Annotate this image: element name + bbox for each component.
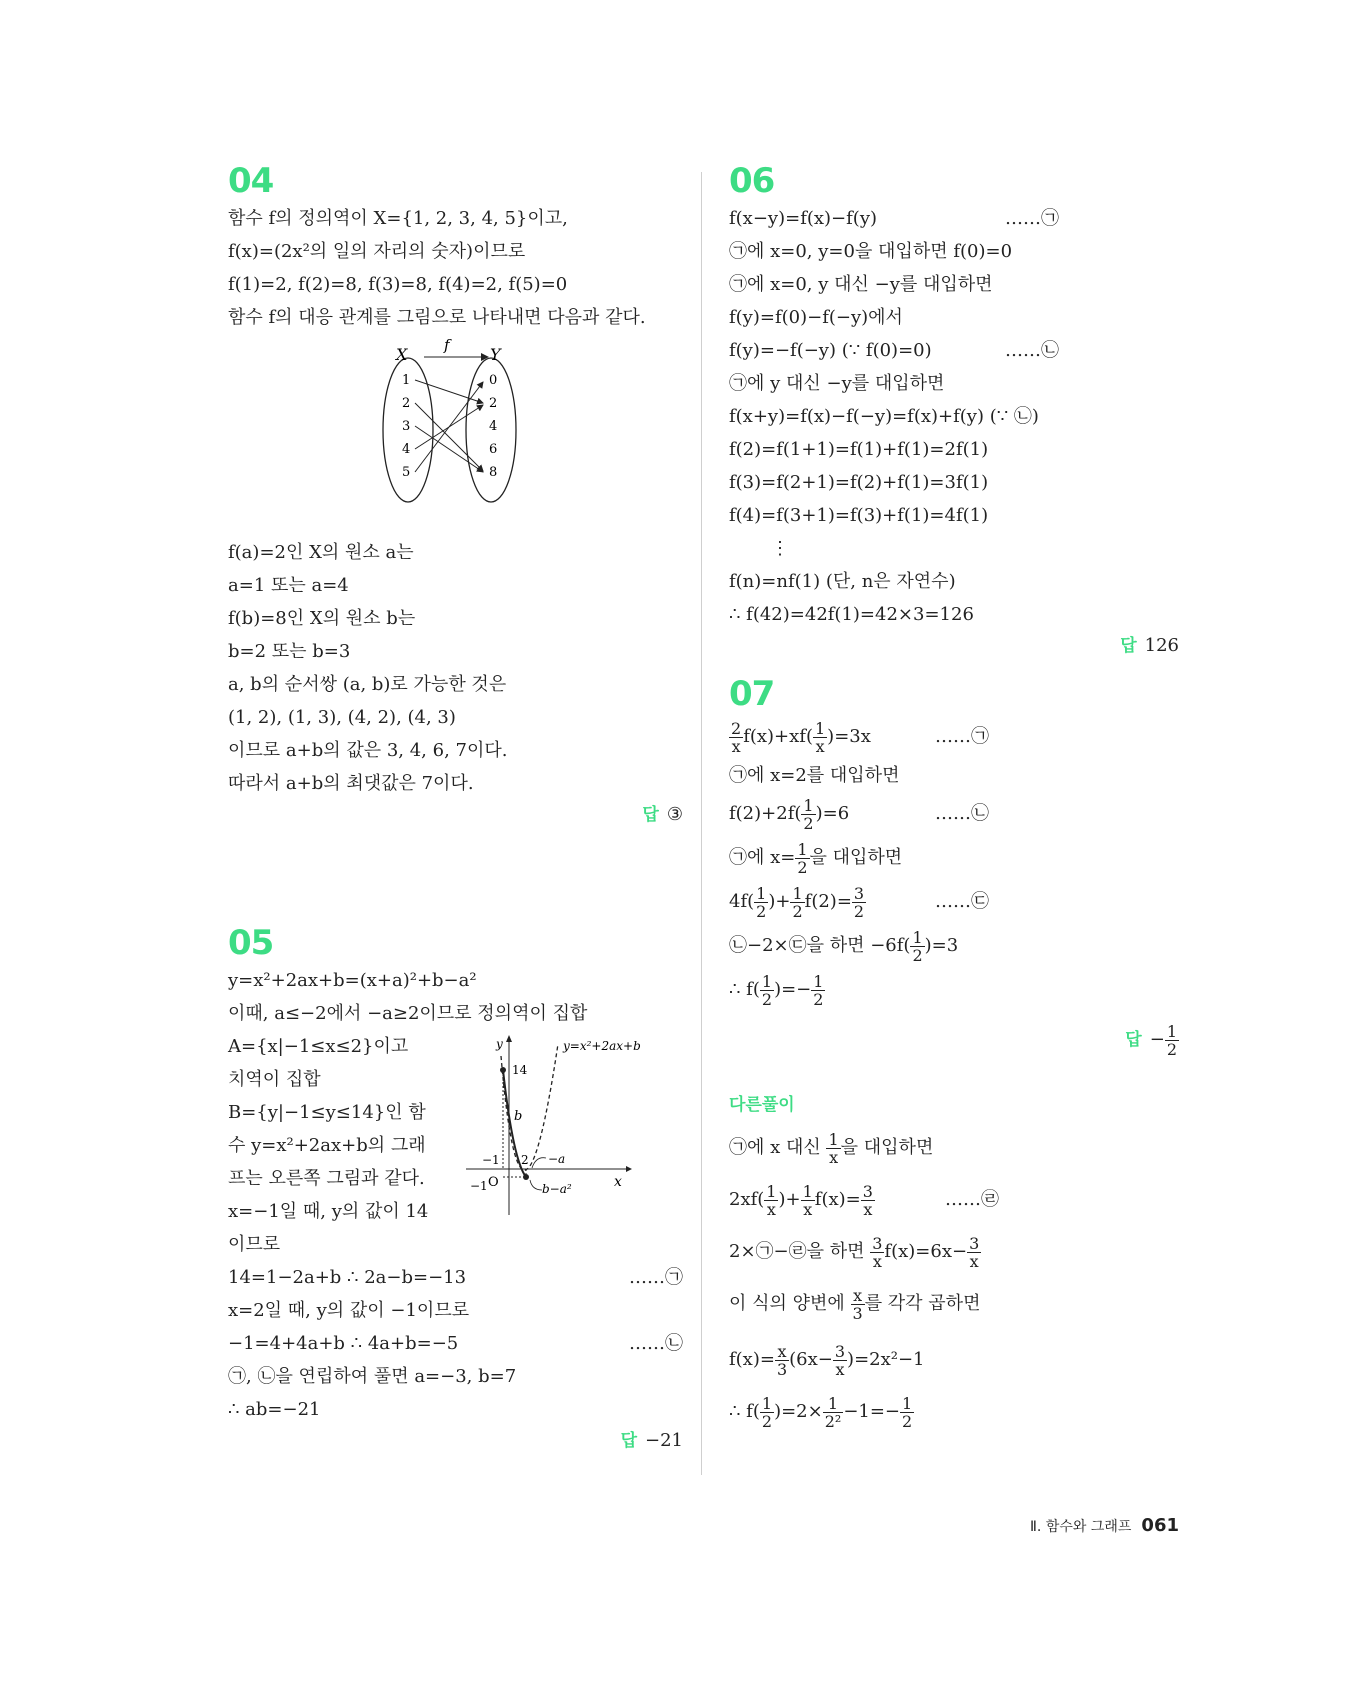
math-text: 2xf [729, 1189, 758, 1210]
vertex-y-label: b−a² [542, 1182, 572, 1196]
endpoint-minus1 [500, 1067, 506, 1073]
fraction: $\frac{1}{2}$ [797, 839, 808, 877]
solution-line: ㉠에 x=2를 대입하면 [729, 765, 900, 786]
math-text: 6x− [796, 1349, 833, 1370]
map-arrow-5-to-0 [415, 382, 483, 472]
problem-number: 05 [228, 923, 274, 963]
value-14: 14 [512, 1063, 528, 1077]
answer-label: 답 [620, 1431, 637, 1451]
fraction: $\frac{1}{x}$ [802, 1181, 813, 1219]
fraction: $\frac{1}{2}$ [792, 883, 803, 921]
equation-tag: ……㉡ [1005, 340, 1059, 361]
answer [228, 800, 683, 830]
x-element: 1 [402, 373, 411, 388]
solution-line: f(x+y)=f(x)−f(−y)=f(x)+f(y) (∵ ㉡) [729, 406, 1039, 427]
solution-line: (1, 2), (1, 3), (4, 2), (4, 3) [228, 707, 456, 728]
fraction: $\frac{1}{2}$ [761, 971, 773, 1009]
fraction: $\frac{3}{x}$ [834, 1341, 846, 1379]
solution-line: f(y)=f(0)−f(−y)에서 [729, 307, 903, 328]
equation: f(x−y)=f(x)−f(y) [729, 208, 878, 229]
solution-line: ∴ f( $\frac{1}{2}$ )=− $\frac{1}{2}$ [729, 971, 824, 1009]
answer-value: ③ [666, 804, 683, 825]
solution-line: ㉡−2×㉢을 하면 −6f( $\frac{1}{2}$ )=3 [729, 927, 959, 965]
answer-label: 답 [1120, 636, 1137, 656]
problem-04 [228, 160, 683, 830]
answer-value: 126 [1144, 635, 1179, 656]
solution-line: 치역이 집합 [228, 1069, 321, 1090]
solution-line: f(2)=f(1+1)=f(1)+f(1)=2f(1) [729, 439, 989, 460]
vertex-y-leader [530, 1180, 542, 1190]
math-text: + [785, 1189, 801, 1210]
x-element: 3 [402, 419, 411, 434]
solution-line: 2xf( $\frac{1}{x}$ )+ $\frac{1}{x}$ f(x)= $\frac{3}{x}$ ……㉣ [729, 1178, 999, 1222]
equation-tag: ……㉡ [629, 1333, 683, 1354]
solution-line: $\frac{2}{x}$ f(x)+xf( $\frac{1}{x}$ )=3x ……㉠ [729, 715, 989, 759]
math-text: ㉠에 x 대신 [729, 1137, 827, 1158]
vertex-x-label: −a [548, 1152, 566, 1166]
map-arrow-1-to-2 [415, 380, 483, 403]
solution-line [228, 1327, 683, 1360]
answer [729, 1020, 1179, 1060]
math-text: f(x)=6x− [884, 1241, 968, 1262]
solution-line: 이때, a≤−2에서 −a≥2이므로 정의역이 집합 [228, 1003, 588, 1024]
equation-tag: ……㉠ [629, 1267, 683, 1288]
answer [729, 631, 1179, 661]
math-text: =2x²−1 [854, 1349, 925, 1370]
solution-line: 이므로 a+b의 값은 3, 4, 6, 7이다. [228, 740, 508, 761]
x-2-label: 2 [521, 1153, 529, 1167]
equation-tag: ……㉠ [935, 726, 989, 747]
math-text: 을 대입하면 [809, 847, 903, 868]
fraction: $\frac{x}{3}$ [852, 1285, 863, 1323]
fraction: $\frac{2}{x}$ [731, 718, 742, 756]
math-text: f(x)= [814, 1189, 861, 1210]
fraction: $\frac{3}{x}$ [862, 1181, 873, 1219]
solution-line: 함수 f의 정의역이 X={1, 2, 3, 4, 5}이고, [228, 208, 568, 229]
math-text: =− [781, 979, 812, 1000]
fraction: $\frac{1}{2}$ [813, 971, 824, 1009]
math-text: −1=− [843, 1401, 901, 1422]
math-text: ∴ f [729, 979, 753, 1000]
problem-number: 07 [729, 674, 775, 714]
solution-line: y=x²+2ax+b=(x+a)²+b−a² [228, 970, 477, 991]
solution-line: 프는 오른쪽 그림과 같다. [228, 1168, 425, 1189]
y-element: 8 [489, 465, 498, 480]
solution-line: B={y|−1≤y≤14}인 함 [228, 1102, 426, 1123]
fraction: $\frac{1}{2}$ [756, 883, 767, 921]
solution-line: f(4)=f(3+1)=f(3)+f(1)=4f(1) [729, 505, 989, 526]
answer-value: −21 [645, 1430, 683, 1451]
solution-line: 이므로 [228, 1234, 281, 1255]
solution-line: 따라서 a+b의 최댓값은 7이다. [228, 773, 474, 794]
function-label: f [444, 338, 450, 354]
solution-line: x=2일 때, y의 값이 −1이므로 [228, 1300, 470, 1321]
solution-line [729, 202, 1059, 235]
equation: f(y)=−f(−y) (∵ f(0)=0) [729, 340, 932, 361]
answer-label: 답 [1125, 1030, 1142, 1050]
fraction: $\frac{1}{2}$ [1166, 1021, 1177, 1059]
math-text: f(x)= [729, 1349, 775, 1370]
right-column [729, 160, 1179, 1434]
endpoint-2 [523, 1174, 529, 1180]
math-text: 4f [729, 891, 748, 912]
solution-line [729, 1282, 1179, 1326]
chapter-title: Ⅱ. 함수와 그래프 [1030, 1519, 1132, 1535]
math-text: f(x)+xf [743, 726, 806, 747]
solution-line: f(3)=f(2+1)=f(2)+f(1)=3f(1) [729, 472, 989, 493]
solution-line: f(1)=2, f(2)=8, f(3)=8, f(4)=2, f(5)=0 [228, 274, 568, 295]
y-element: 2 [489, 396, 498, 411]
x-axis-arrow [626, 1166, 632, 1172]
y-minus1-label: −1 [470, 1179, 488, 1193]
math-text: =2× [781, 1401, 823, 1422]
fraction: $\frac{1}{x}$ [814, 718, 826, 756]
problem-number: 04 [228, 161, 274, 201]
solution-line [228, 1261, 683, 1294]
solution-line: ㉠에 x=0, y=0을 대입하면 f(0)=0 [729, 241, 1013, 262]
solution-line: 4f( $\frac{1}{2}$ )+ $\frac{1}{2}$ f(2)= $\frac{3}{2}$ ……㉢ [729, 880, 989, 924]
solution-line: f(a)=2인 X의 원소 a는 [228, 542, 414, 563]
y-element: 4 [489, 419, 498, 434]
set-y-label: Y [490, 345, 501, 364]
problem-number: 06 [729, 161, 775, 201]
solution-line: 함수 f의 대응 관계를 그림으로 나타내면 다음과 같다. [228, 307, 646, 328]
solution-line: ㉠에 x=0, y 대신 −y를 대입하면 [729, 274, 993, 295]
solution-line [729, 1230, 1179, 1274]
math-text: =6 [822, 803, 850, 824]
solution-line: b=2 또는 b=3 [228, 641, 351, 662]
solution-line: f(b)=8인 X의 원소 b는 [228, 608, 416, 629]
solution-line: A={x|−1≤x≤2}이고 [228, 1036, 409, 1057]
left-column [228, 160, 683, 1456]
problem-05 [228, 922, 683, 1456]
answer [228, 1426, 683, 1456]
solution-line: 수 y=x²+2ax+b의 그래 [228, 1135, 426, 1156]
solution-line: f(2)+2f( $\frac{1}{2}$ )=6 ……㉡ [729, 792, 989, 836]
solution-line: ⋮ [771, 538, 789, 559]
x-element: 5 [402, 465, 411, 480]
y-element: 6 [489, 442, 498, 457]
x-element: 4 [402, 442, 411, 457]
y-axis-arrow [506, 1035, 512, 1042]
math-text: 를 각각 곱하면 [864, 1293, 981, 1314]
fraction: $\frac{1}{\text{2²}}$ [824, 1393, 842, 1431]
equation-tag: ……㉢ [935, 891, 989, 912]
solution-line: a, b의 순서쌍 (a, b)로 가능한 것은 [228, 674, 507, 695]
page-footer [1030, 1515, 1179, 1536]
alternative-solution-heading: 다른풀이 [729, 1095, 795, 1115]
fraction: $\frac{1}{x}$ [766, 1181, 777, 1219]
equation-tag: ……㉣ [945, 1189, 999, 1210]
column-divider [701, 172, 702, 1475]
solution-line: ∴ f( $\frac{1}{2}$ )=2× $\frac{1}{\text{2²}}$ −1=− $\frac{1}{2}$ [729, 1393, 913, 1431]
fraction: $\frac{1}{2}$ [761, 1393, 773, 1431]
x-axis-label: x [614, 1174, 622, 1190]
fraction: $\frac{3}{2}$ [853, 883, 865, 921]
page-number: 061 [1141, 1515, 1179, 1536]
map-arrow-3-to-8 [415, 426, 483, 472]
fraction: $\frac{1}{2}$ [803, 795, 814, 833]
solution-line: f(x)= $\frac{x}{3}$ (6x− $\frac{3}{x}$ )=2x²−1 [729, 1341, 925, 1379]
math-text: =3 [931, 935, 959, 956]
set-x-label: X [396, 345, 408, 364]
solution-line: x=−1일 때, y의 값이 14 [228, 1201, 429, 1222]
math-text: 을 대입하면 [840, 1137, 934, 1158]
math-text: + [775, 891, 791, 912]
math-text: 2×㉠−㉣을 하면 [729, 1241, 871, 1262]
fraction: $\frac{3}{x}$ [969, 1233, 980, 1271]
solution-line [729, 334, 1059, 367]
mapping-diagram [228, 338, 683, 530]
fraction: $\frac{1}{x}$ [828, 1129, 839, 1167]
math-text: ∴ f [729, 1401, 753, 1422]
solution-line: ㉠에 y 대신 −y를 대입하면 [729, 373, 945, 394]
x-minus1-label: −1 [482, 1153, 500, 1167]
solution-line: f(n)=nf(1) (단, n은 자연수) [729, 571, 956, 592]
solution-line: ∴ ab=−21 [228, 1399, 321, 1420]
equation-tag: ……㉡ [935, 803, 989, 824]
solution-line [729, 1126, 1179, 1170]
math-text: =3x [834, 726, 871, 747]
solution-line [729, 836, 1179, 880]
answer-value: − [1149, 1029, 1165, 1050]
fraction: $\frac{3}{x}$ [872, 1233, 883, 1271]
math-text: ㉠에 x= [729, 847, 796, 868]
problem-07 [729, 673, 1179, 1434]
fraction: $\frac{1}{2}$ [912, 927, 923, 965]
map-arrow-2-to-8 [415, 403, 483, 471]
problem-06 [729, 160, 1179, 661]
solution-line: ㉠, ㉡을 연립하여 풀면 a=−3, b=7 [228, 1366, 517, 1387]
fraction: $\frac{1}{2}$ [902, 1393, 913, 1431]
fraction: $\frac{x}{3}$ [776, 1341, 788, 1379]
math-text: f(2)+2f [729, 803, 795, 824]
curve-equation-label: y=x²+2ax+b [563, 1039, 641, 1053]
origin-label: O [488, 1175, 499, 1190]
equation-tag: ……㉠ [1005, 208, 1059, 229]
solution-line: f(x)=(2x²의 일의 자리의 숫자)이므로 [228, 241, 526, 262]
y-element: 0 [489, 373, 498, 388]
solution-line: a=1 또는 a=4 [228, 575, 349, 596]
intercept-b: b [514, 1109, 523, 1124]
math-text: 이 식의 양변에 [729, 1293, 851, 1314]
equation: 14=1−2a+b ∴ 2a−b=−13 [228, 1267, 467, 1288]
answer-label: 답 [642, 805, 659, 825]
math-text: ㉡−2×㉢을 하면 −6f [729, 935, 904, 956]
equation: −1=4+4a+b ∴ 4a+b=−5 [228, 1333, 459, 1354]
solution-line: ∴ f(42)=42f(1)=42×3=126 [729, 604, 974, 625]
x-element: 2 [402, 396, 411, 411]
y-axis-label: y [496, 1037, 503, 1051]
parabola-graph [466, 1030, 686, 1220]
math-text: f(2)= [804, 891, 852, 912]
